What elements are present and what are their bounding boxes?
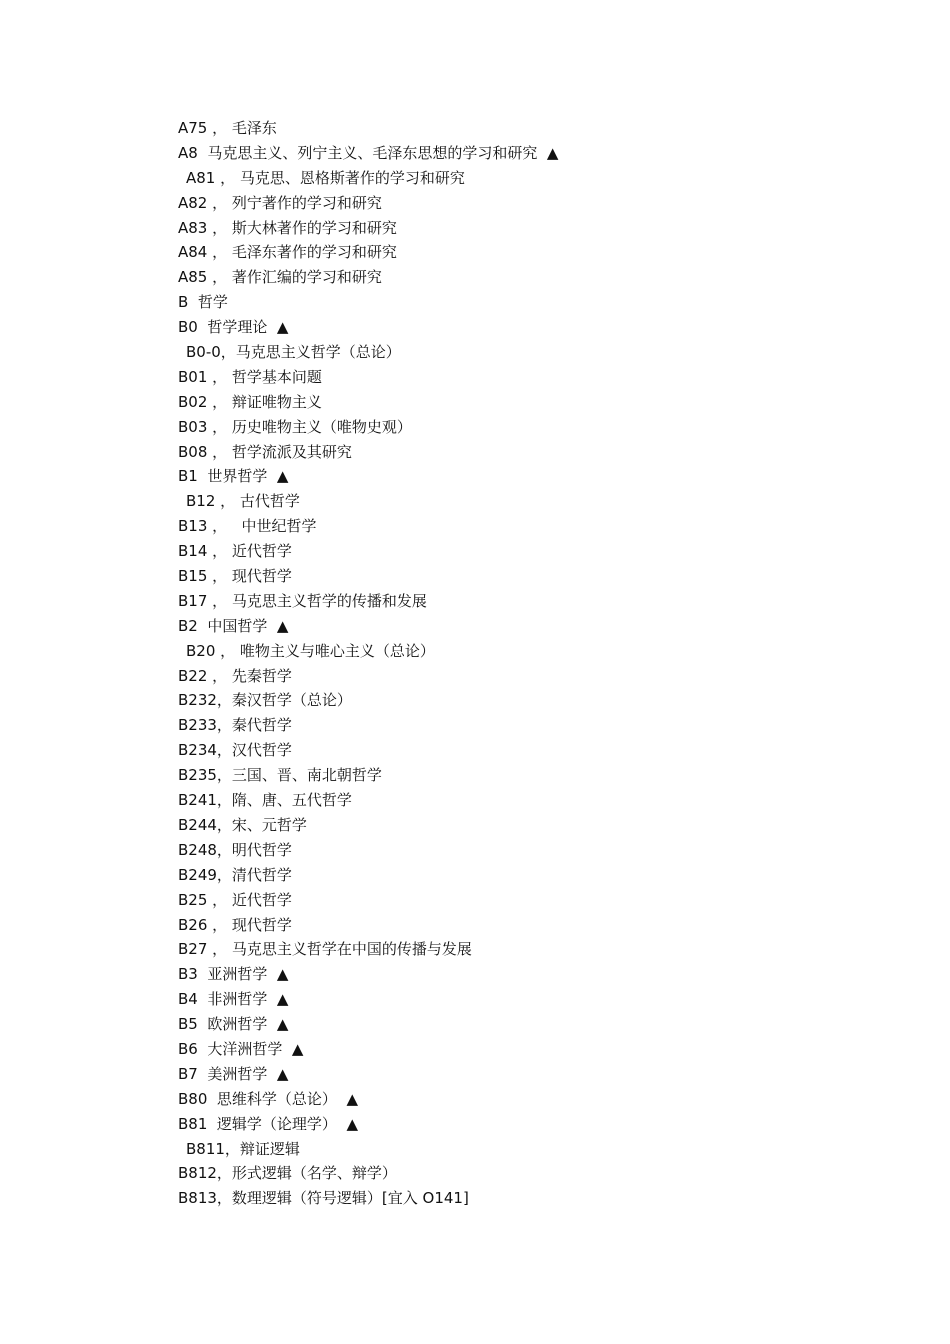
list-item: B03 ， 历史唯物主义（唯物史观） [178, 417, 412, 436]
list-item: B6 大洋洲哲学 ▲ [178, 1039, 304, 1058]
list-item: B02 ， 辩证唯物主义 [178, 392, 322, 411]
list-item: B81 逻辑学（论理学） ▲ [178, 1114, 358, 1133]
list-item: B0-0，马克思主义哲学（总论） [186, 343, 401, 362]
list-item: A82 ， 列宁著作的学习和研究 [178, 193, 382, 212]
list-item: B233，秦代哲学 [178, 716, 292, 735]
list-item: B14 ， 近代哲学 [178, 542, 292, 561]
list-item: A85 ， 著作汇编的学习和研究 [178, 268, 382, 287]
list-item: B15 ， 现代哲学 [178, 567, 292, 586]
list-item: B5 欧洲哲学 ▲ [178, 1015, 289, 1034]
list-item: B232，秦汉哲学（总论） [178, 691, 352, 710]
list-item: B249，清代哲学 [178, 865, 292, 884]
list-item: B1 世界哲学 ▲ [178, 467, 289, 486]
list-item: B241，隋、唐、五代哲学 [178, 791, 352, 810]
classification-list [178, 116, 558, 1211]
list-item: B248，明代哲学 [178, 840, 292, 859]
list-item: B812，形式逻辑（名学、辩学） [178, 1164, 397, 1183]
list-item: B25 ， 近代哲学 [178, 890, 292, 909]
list-item: B17 ， 马克思主义哲学的传播和发展 [178, 591, 427, 610]
list-item: B20 ， 唯物主义与唯心主义（总论） [186, 641, 435, 660]
list-item: B0 哲学理论 ▲ [178, 318, 289, 337]
list-item: B01 ， 哲学基本问题 [178, 367, 322, 386]
list-item: B2 中国哲学 ▲ [178, 616, 289, 635]
list-item: B234，汉代哲学 [178, 741, 292, 760]
list-item: B13 ， 中世纪哲学 [178, 517, 317, 536]
list-item: A84 ， 毛泽东著作的学习和研究 [178, 243, 397, 262]
list-item: B80 思维科学（总论） ▲ [178, 1089, 358, 1108]
list-item: B3 亚洲哲学 ▲ [178, 965, 289, 984]
list-item: A81 ， 马克思、恩格斯著作的学习和研究 [186, 168, 465, 187]
list-item: B08 ， 哲学流派及其研究 [178, 442, 352, 461]
list-item: B235，三国、晋、南北朝哲学 [178, 766, 382, 785]
list-item: B4 非洲哲学 ▲ [178, 990, 289, 1009]
list-item: A8 马克思主义、列宁主义、毛泽东思想的学习和研究 ▲ [178, 143, 559, 162]
list-item: B7 美洲哲学 ▲ [178, 1064, 289, 1083]
list-item: B22 ， 先秦哲学 [178, 666, 292, 685]
list-item: B244，宋、元哲学 [178, 815, 307, 834]
list-item: B26 ， 现代哲学 [178, 915, 292, 934]
list-item: B27 ， 马克思主义哲学在中国的传播与发展 [178, 940, 472, 959]
list-item: B 哲学 [178, 293, 228, 312]
list-item: B12 ， 古代哲学 [186, 492, 300, 511]
list-item: B811，辩证逻辑 [186, 1139, 300, 1158]
list-item: B813，数理逻辑（符号逻辑）[宜入 O141] [178, 1189, 469, 1208]
list-item: A83 ， 斯大林著作的学习和研究 [178, 218, 397, 237]
list-item: A75 ， 毛泽东 [178, 119, 277, 137]
